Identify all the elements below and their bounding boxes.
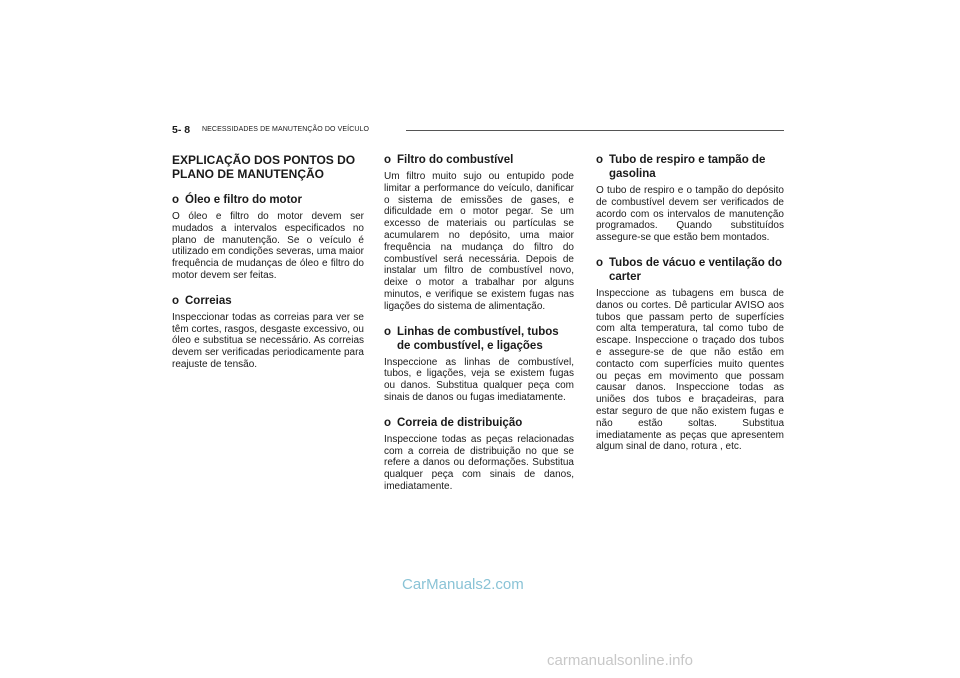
item-heading-oleo bbox=[172, 193, 364, 207]
item-body-oleo: O óleo e filtro do motor devem ser mudados a intervalos especificados no plano de manutenção. Se o veículo é utilizado em condições severas, uma maior frequência de mudanças de óleo e filtro do motor devem ser feitas. bbox=[172, 211, 364, 281]
bullet-marker: o bbox=[384, 325, 392, 338]
bullet-marker: o bbox=[384, 154, 392, 166]
item-body-correias: Inspeccionar todas as correias para ver se têm cortes, rasgos, desgaste excessivo, ou óleo e substitua se necessário. As correias devem ser verificadas periodicamente para reajuste de tensão. bbox=[172, 311, 364, 370]
item-title: Correias bbox=[185, 294, 232, 307]
column-2 bbox=[384, 153, 574, 505]
item-body-filtro: Um filtro muito sujo ou entupido pode limitar a performance do veículo, danificar o sistema de emissões de gases, e dificuldade em o motor pegar. Se um excesso de materiais ou partículas se acumularem no depósito, uma maior frequência na mudança do filtro do combustível será necessária. Depois de instalar um filtro de combustível novo, deixe o motor a trabalhar por alguns minutos, e verifique se existem fugas nas ligações do sistema de alimentação. bbox=[384, 171, 574, 312]
bullet-marker: o bbox=[384, 416, 392, 429]
bullet-marker: o bbox=[172, 194, 180, 206]
column-1 bbox=[172, 153, 364, 383]
item-heading-tubos-vacuo bbox=[596, 256, 784, 284]
item-body-correia-distribuicao: Inspeccione todas as peças relacionadas com a correia de distribuição no que se refere a danos ou deformações. Substitua qualquer peça com sinais de danos, imediatamente. bbox=[384, 433, 574, 492]
page-number: 5- 8 bbox=[172, 124, 191, 136]
item-heading-correias bbox=[172, 294, 364, 308]
item-title: Tubos de vácuo e ventilação do carter bbox=[609, 256, 782, 283]
item-title: Filtro do combustível bbox=[397, 154, 514, 166]
bullet-marker: o bbox=[596, 154, 604, 166]
item-title: Correia de distribuição bbox=[397, 416, 523, 429]
section-title: NECESSIDADES DE MANUTENÇÃO DO VEÍCULO bbox=[202, 126, 370, 133]
header-rule bbox=[406, 130, 784, 131]
item-body-tubos-vacuo: Inspeccione as tubagens em busca de danos ou cortes. Dê particular AVISO aos tubos que passam perto de superfícies com alta temperatura, tal como tubo de escape. Inspeccione o traçado dos tubos e assegure-se de que não estão em contacto com superfícies muito quentes ou peças em movimento que possam causar danos. Inspeccione todas as uniões dos tubos e braçadeiras, para estar seguro de que não existem fugas e não estão soltas. Substitua imediatamente as peças que apresentem algum sinal de dano, rotura , etc. bbox=[596, 287, 784, 453]
page-header bbox=[172, 124, 784, 138]
item-title: Tubo de respiro e tampão de gasolina bbox=[609, 154, 766, 180]
item-body-linhas: Inspeccione as linhas de combustível, tubos, e ligações, veja se existem fugas ou danos. Substitua qualquer peça com sinais de danos ou fugas imediatamente. bbox=[384, 356, 574, 403]
bullet-marker: o bbox=[172, 294, 180, 307]
item-heading-correia-distribuicao bbox=[384, 416, 574, 430]
item-heading-linhas bbox=[384, 325, 574, 353]
item-title: Óleo e filtro do motor bbox=[185, 194, 302, 206]
watermark-carmanualsonline: carmanualsonline.info bbox=[547, 652, 693, 669]
item-heading-filtro bbox=[384, 153, 574, 167]
bullet-marker: o bbox=[596, 256, 604, 269]
item-title: Linhas de combustível, tubos de combustível, e ligações bbox=[397, 325, 559, 352]
item-body-tubo-respiro: O tubo de respiro e o tampão do depósito de combustível devem ser verificados de acordo com os intervalos de manutenção programados. Quando substituídos assegure-se que estão bem montados. bbox=[596, 185, 784, 244]
item-heading-tubo-respiro bbox=[596, 153, 784, 181]
watermark-carmanuals2: CarManuals2.com bbox=[402, 576, 524, 593]
column-3 bbox=[596, 153, 784, 465]
main-heading: EXPLICAÇÃO DOS PONTOS DO PLANO DE MANUTENÇÃO bbox=[172, 153, 356, 181]
